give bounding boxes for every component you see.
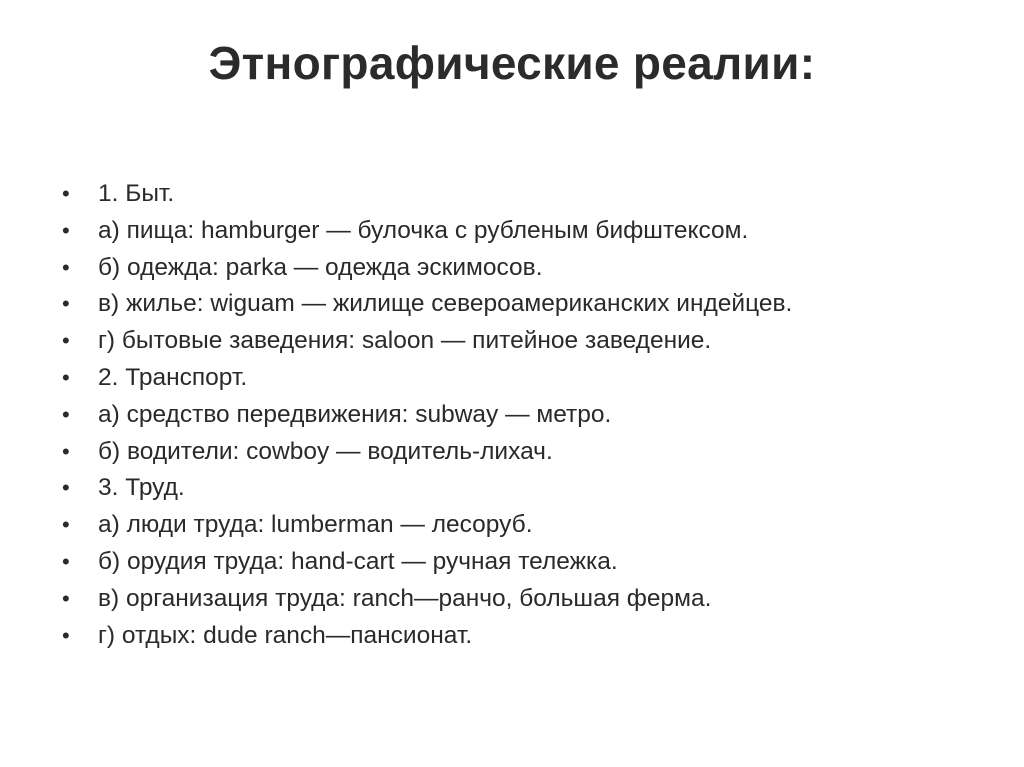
bullet-icon: •: [62, 548, 70, 574]
list-item-text: в) жилье: wiguam — жилище североамериканских индейцев.: [98, 290, 793, 318]
bullet-icon: •: [62, 181, 70, 206]
bullet-icon: •: [62, 475, 70, 501]
list-item-text: б) орудия труда: hand-cart — ручная тележка.: [98, 547, 618, 575]
list-item-text: а) средство передвижения: subway — метро.: [98, 400, 612, 428]
list-item: [62, 362, 1002, 399]
list-item: [62, 620, 1002, 657]
list-item: [62, 252, 1002, 289]
list-item-text: б) водители: cowboy — водитель-лихач.: [98, 437, 553, 465]
list-item: [62, 472, 1002, 509]
list-item: [62, 436, 1002, 473]
list-item-text: в) организация труда: ranch—ранчо, большая ферма.: [98, 584, 712, 612]
list-item-text: а) люди труда: lumberman — лесоруб.: [98, 511, 533, 539]
list-item: [62, 288, 1002, 325]
list-item-text: а) пища: hamburger — булочка с рубленым бифштексом.: [98, 216, 749, 244]
bullet-icon: •: [62, 585, 70, 611]
list-item: [62, 178, 1002, 215]
bullet-icon: •: [62, 328, 70, 354]
list-item: [62, 546, 1002, 583]
list-item: [62, 325, 1002, 362]
list-item: [62, 399, 1002, 436]
list-item: [62, 583, 1002, 620]
bullet-icon: •: [62, 438, 70, 464]
bullet-icon: •: [62, 512, 70, 538]
bullet-list: [62, 178, 1002, 656]
bullet-icon: •: [62, 364, 70, 390]
list-item-text: 1. Быт.: [98, 180, 175, 207]
slide-title: Этнографические реалии:: [208, 37, 816, 89]
bullet-icon: •: [62, 622, 70, 648]
list-item-text: 3. Труд.: [98, 474, 185, 502]
list-item-text: г) отдых: dude ranch—пансионат.: [98, 621, 473, 649]
bullet-icon: •: [62, 254, 70, 280]
list-item-text: б) одежда: parka — одежда эскимосов.: [98, 253, 543, 281]
list-item: [62, 509, 1002, 546]
list-item-text: 2. Транспорт.: [98, 363, 248, 391]
bullet-icon: •: [62, 401, 70, 427]
list-item-text: г) бытовые заведения: saloon — питейное заведение.: [98, 327, 712, 355]
bullet-icon: •: [62, 217, 70, 243]
bullet-icon: •: [62, 291, 70, 317]
list-item: [62, 215, 1002, 252]
